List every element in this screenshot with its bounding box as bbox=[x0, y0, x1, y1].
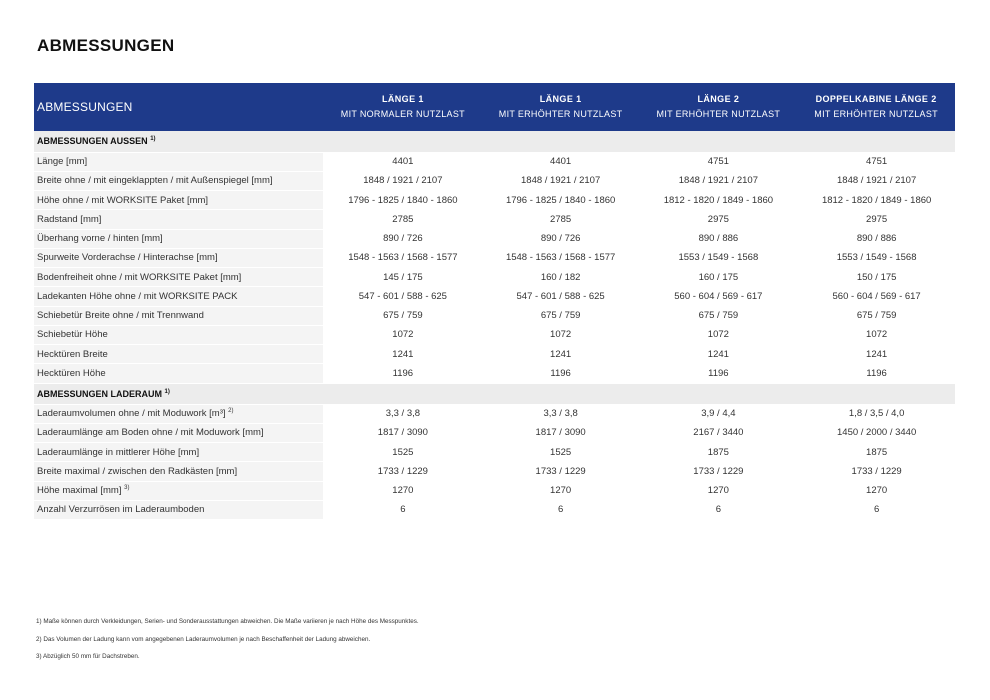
footnote-ref: 1) bbox=[164, 388, 170, 395]
value-cell: 1241 bbox=[482, 345, 640, 364]
value-cell: 1241 bbox=[324, 345, 482, 364]
table-header-row bbox=[34, 83, 955, 131]
table-row bbox=[34, 500, 955, 519]
footnote-ref: 3) bbox=[124, 484, 130, 491]
row-label-cell bbox=[34, 404, 324, 423]
dimensions-table bbox=[34, 83, 955, 520]
row-label: Schiebetür Höhe bbox=[37, 329, 108, 341]
column-title: LÄNGE 1 bbox=[539, 94, 582, 104]
value-cell: 4401 bbox=[482, 152, 640, 171]
row-label-cell bbox=[34, 345, 324, 364]
value-cell: 1817 / 3090 bbox=[324, 423, 482, 442]
value-cell: 1241 bbox=[640, 345, 798, 364]
value-cell: 1196 bbox=[640, 364, 798, 383]
value-cell: 1548 - 1563 / 1568 - 1577 bbox=[482, 248, 640, 267]
value-cell: 890 / 726 bbox=[482, 229, 640, 248]
value-cell: 160 / 182 bbox=[482, 268, 640, 287]
page-title: ABMESSUNGEN bbox=[37, 36, 175, 55]
value-cell: 1817 / 3090 bbox=[482, 423, 640, 442]
column-title: DOPPELKABINE LÄNGE 2 bbox=[815, 94, 937, 104]
row-label: Hecktüren Breite bbox=[37, 348, 108, 360]
value-cell: 1548 - 1563 / 1568 - 1577 bbox=[324, 248, 482, 267]
value-cell: 1072 bbox=[797, 325, 955, 344]
row-label-cell bbox=[34, 229, 324, 248]
column-subtitle: MIT ERHÖHTER NUTZLAST bbox=[498, 109, 623, 119]
column-subtitle: MIT ERHÖHTER NUTZLAST bbox=[814, 109, 938, 119]
value-cell: 1848 / 1921 / 2107 bbox=[797, 171, 955, 190]
row-label-cell bbox=[34, 152, 324, 171]
row-label: Laderaumlänge am Boden ohne / mit Moduwork [mm] bbox=[37, 427, 264, 439]
column-subtitle: MIT NORMALER NUTZLAST bbox=[340, 109, 465, 119]
column-title: LÄNGE 2 bbox=[697, 94, 740, 104]
value-cell: 3,3 / 3,8 bbox=[324, 404, 482, 423]
row-label-cell bbox=[34, 191, 324, 210]
table-body bbox=[34, 131, 955, 520]
value-cell: 145 / 175 bbox=[324, 268, 482, 287]
value-cell: 1848 / 1921 / 2107 bbox=[324, 171, 482, 190]
table-row bbox=[34, 345, 955, 364]
column-header bbox=[482, 83, 640, 131]
value-cell: 1848 / 1921 / 2107 bbox=[482, 171, 640, 190]
value-cell: 6 bbox=[482, 500, 640, 519]
column-title: LÄNGE 1 bbox=[381, 94, 424, 104]
row-label: Schiebetür Breite ohne / mit Trennwand bbox=[37, 310, 204, 322]
value-cell: 675 / 759 bbox=[482, 306, 640, 325]
row-label-cell bbox=[34, 248, 324, 267]
value-cell: 1270 bbox=[640, 481, 798, 500]
value-cell: 1812 - 1820 / 1849 - 1860 bbox=[640, 191, 798, 210]
footnote: 1) Maße können durch Verkleidungen, Serien- und Sonderausstattungen abweichen. Die Maße variieren je nach Höhe des Messpunktes. bbox=[36, 618, 419, 625]
value-cell: 1848 / 1921 / 2107 bbox=[640, 171, 798, 190]
value-cell: 1270 bbox=[324, 481, 482, 500]
table-row bbox=[34, 443, 955, 462]
value-cell: 6 bbox=[640, 500, 798, 519]
value-cell: 1241 bbox=[797, 345, 955, 364]
value-cell: 4401 bbox=[324, 152, 482, 171]
value-cell: 1525 bbox=[324, 443, 482, 462]
value-cell: 890 / 726 bbox=[324, 229, 482, 248]
row-label-cell bbox=[34, 287, 324, 306]
value-cell: 890 / 886 bbox=[797, 229, 955, 248]
section-row bbox=[34, 131, 955, 152]
row-label: Breite ohne / mit eingeklappten / mit Außenspiegel [mm] bbox=[37, 175, 273, 187]
value-cell: 675 / 759 bbox=[324, 306, 482, 325]
table-row bbox=[34, 268, 955, 287]
value-cell: 1450 / 2000 / 3440 bbox=[797, 423, 955, 442]
value-cell: 4751 bbox=[797, 152, 955, 171]
row-label-cell bbox=[34, 268, 324, 287]
value-cell: 1796 - 1825 / 1840 - 1860 bbox=[482, 191, 640, 210]
table-row bbox=[34, 306, 955, 325]
value-cell: 1196 bbox=[482, 364, 640, 383]
row-label: Hecktüren Höhe bbox=[37, 367, 106, 379]
value-cell: 2975 bbox=[640, 210, 798, 229]
footnote-ref: 1) bbox=[150, 136, 156, 143]
value-cell: 560 - 604 / 569 - 617 bbox=[797, 287, 955, 306]
section-row bbox=[34, 383, 955, 404]
row-label: Laderaumvolumen ohne / mit Moduwork [m³] bbox=[37, 408, 226, 420]
row-label-cell bbox=[34, 481, 324, 500]
value-cell: 1796 - 1825 / 1840 - 1860 bbox=[324, 191, 482, 210]
value-cell: 160 / 175 bbox=[640, 268, 798, 287]
value-cell: 1733 / 1229 bbox=[797, 462, 955, 481]
value-cell: 6 bbox=[797, 500, 955, 519]
value-cell: 890 / 886 bbox=[640, 229, 798, 248]
value-cell: 1733 / 1229 bbox=[640, 462, 798, 481]
row-label: Höhe maximal [mm] bbox=[37, 485, 122, 497]
table-row bbox=[34, 287, 955, 306]
value-cell: 2167 / 3440 bbox=[640, 423, 798, 442]
table-row bbox=[34, 210, 955, 229]
row-label-cell bbox=[34, 210, 324, 229]
table-row bbox=[34, 229, 955, 248]
row-label-cell bbox=[34, 306, 324, 325]
value-cell: 1553 / 1549 - 1568 bbox=[797, 248, 955, 267]
row-label-cell bbox=[34, 462, 324, 481]
table-row bbox=[34, 191, 955, 210]
row-label-cell bbox=[34, 500, 324, 519]
value-cell: 150 / 175 bbox=[797, 268, 955, 287]
footnote: 3) Abzüglich 50 mm für Dachstreben. bbox=[36, 653, 140, 660]
row-label: Spurweite Vorderachse / Hinterachse [mm] bbox=[37, 252, 218, 264]
table-row bbox=[34, 462, 955, 481]
column-subtitle: MIT ERHÖHTER NUTZLAST bbox=[656, 109, 781, 119]
value-cell: 1875 bbox=[797, 443, 955, 462]
table-row bbox=[34, 423, 955, 442]
value-cell: 6 bbox=[324, 500, 482, 519]
table-row bbox=[34, 152, 955, 171]
table-row bbox=[34, 481, 955, 500]
table-row bbox=[34, 364, 955, 383]
row-label: Breite maximal / zwischen den Radkästen [mm] bbox=[37, 465, 238, 477]
section-title bbox=[34, 131, 955, 152]
row-label: Bodenfreiheit ohne / mit WORKSITE Paket [mm] bbox=[37, 271, 242, 283]
value-cell: 1733 / 1229 bbox=[324, 462, 482, 481]
value-cell: 1270 bbox=[797, 481, 955, 500]
value-cell: 1812 - 1820 / 1849 - 1860 bbox=[797, 191, 955, 210]
row-label: Radstand [mm] bbox=[37, 213, 102, 225]
row-label: Anzahl Verzurrösen im Laderaumboden bbox=[37, 504, 205, 516]
row-label-cell bbox=[34, 171, 324, 190]
value-cell: 1196 bbox=[324, 364, 482, 383]
table-row bbox=[34, 325, 955, 344]
header-first-cell: ABMESSUNGEN bbox=[37, 100, 133, 114]
footnote-ref: 2) bbox=[228, 407, 234, 414]
value-cell: 675 / 759 bbox=[640, 306, 798, 325]
value-cell: 1,8 / 3,5 / 4,0 bbox=[797, 404, 955, 423]
value-cell: 560 - 604 / 569 - 617 bbox=[640, 287, 798, 306]
value-cell: 2785 bbox=[482, 210, 640, 229]
value-cell: 4751 bbox=[640, 152, 798, 171]
value-cell: 1733 / 1229 bbox=[482, 462, 640, 481]
row-label-cell bbox=[34, 325, 324, 344]
table-row bbox=[34, 404, 955, 423]
value-cell: 1553 / 1549 - 1568 bbox=[640, 248, 798, 267]
table-row bbox=[34, 171, 955, 190]
value-cell: 1072 bbox=[640, 325, 798, 344]
row-label: Höhe ohne / mit WORKSITE Paket [mm] bbox=[37, 194, 209, 206]
value-cell: 2785 bbox=[324, 210, 482, 229]
value-cell: 2975 bbox=[797, 210, 955, 229]
row-label-cell bbox=[34, 443, 324, 462]
value-cell: 1270 bbox=[482, 481, 640, 500]
section-label: ABMESSUNGEN LADERAUM bbox=[37, 388, 163, 399]
value-cell: 675 / 759 bbox=[797, 306, 955, 325]
value-cell: 1196 bbox=[797, 364, 955, 383]
value-cell: 547 - 601 / 588 - 625 bbox=[482, 287, 640, 306]
row-label-cell bbox=[34, 423, 324, 442]
section-title bbox=[34, 383, 955, 404]
row-label: Ladekanten Höhe ohne / mit WORKSITE PACK bbox=[37, 290, 238, 302]
value-cell: 547 - 601 / 588 - 625 bbox=[324, 287, 482, 306]
row-label: Länge [mm] bbox=[37, 156, 88, 168]
value-cell: 1072 bbox=[324, 325, 482, 344]
row-label: Überhang vorne / hinten [mm] bbox=[37, 233, 163, 245]
value-cell: 1072 bbox=[482, 325, 640, 344]
value-cell: 1525 bbox=[482, 443, 640, 462]
footnote: 2) Das Volumen der Ladung kann vom angegebenen Laderaumvolumen je nach Beschaffenheit der Ladung abweichen. bbox=[36, 635, 371, 643]
table-row bbox=[34, 248, 955, 267]
value-cell: 3,3 / 3,8 bbox=[482, 404, 640, 423]
column-header bbox=[640, 83, 798, 131]
column-header bbox=[797, 83, 955, 131]
section-label: ABMESSUNGEN AUSSEN bbox=[37, 136, 148, 147]
row-label-cell bbox=[34, 364, 324, 383]
value-cell: 1875 bbox=[640, 443, 798, 462]
value-cell: 3,9 / 4,4 bbox=[640, 404, 798, 423]
column-header bbox=[324, 83, 482, 131]
footnotes bbox=[36, 617, 419, 670]
row-label: Laderaumlänge in mittlerer Höhe [mm] bbox=[37, 446, 200, 458]
